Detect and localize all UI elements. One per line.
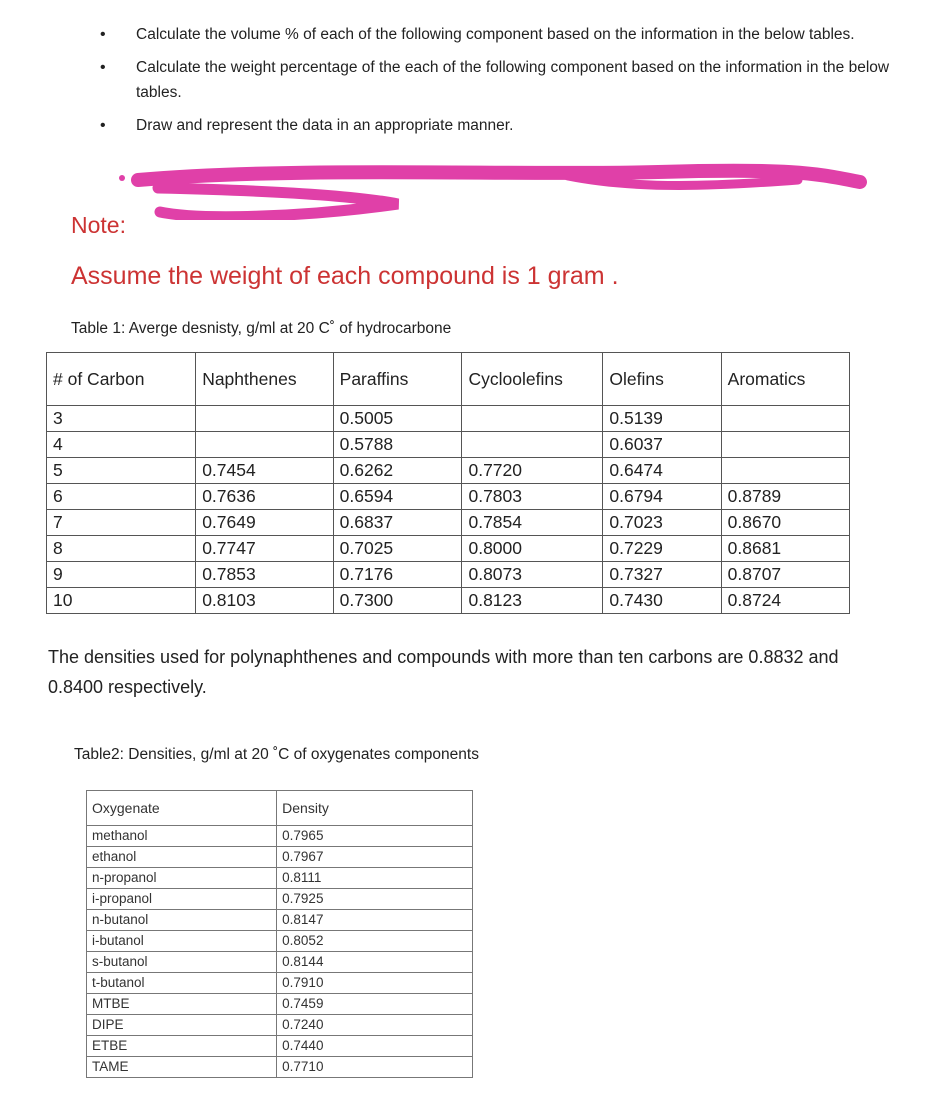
table-cell: 0.7910 <box>277 973 473 994</box>
note-title: Note: <box>71 212 126 238</box>
table-cell: 0.8111 <box>277 868 473 889</box>
table-cell: 0.7023 <box>603 510 721 536</box>
table-row <box>87 847 473 868</box>
table-cell: 0.6474 <box>603 458 721 484</box>
table-row <box>87 889 473 910</box>
table-row <box>87 826 473 847</box>
column-header: # of Carbon <box>47 353 196 406</box>
table-cell: 0.7176 <box>333 562 462 588</box>
table-cell: 0.7649 <box>196 510 333 536</box>
table-cell: 0.7025 <box>333 536 462 562</box>
table-header-row <box>87 791 473 826</box>
table-cell: 0.7240 <box>277 1015 473 1036</box>
table2-caption: Table2: Densities, g/ml at 20 ˚C of oxygenates components <box>74 746 479 763</box>
column-header: Olefins <box>603 353 721 406</box>
table-row <box>47 458 850 484</box>
table-cell: 0.8000 <box>462 536 603 562</box>
table-cell: 0.7430 <box>603 588 721 614</box>
table-cell: 8 <box>47 536 196 562</box>
column-header: Cycloolefins <box>462 353 603 406</box>
table-cell: 0.7925 <box>277 889 473 910</box>
table-row <box>87 868 473 889</box>
table-cell: ethanol <box>87 847 277 868</box>
table-cell: 0.8123 <box>462 588 603 614</box>
table-cell: 0.7720 <box>462 458 603 484</box>
note-text: Assume the weight of each compound is 1 gram . <box>71 262 619 290</box>
column-header: Aromatics <box>721 353 849 406</box>
table-cell: 0.7965 <box>277 826 473 847</box>
table-cell: 0.8052 <box>277 931 473 952</box>
instruction-item: • Calculate the weight percentage of the each of the following component based on the information in the below tables. <box>98 55 928 105</box>
table-row <box>47 406 850 432</box>
table-row <box>87 910 473 931</box>
table-cell: 0.6037 <box>603 432 721 458</box>
table-cell: 0.7327 <box>603 562 721 588</box>
table-cell <box>721 432 849 458</box>
oxygenate-density-table <box>86 790 473 1078</box>
table-cell: TAME <box>87 1057 277 1078</box>
table-cell: MTBE <box>87 994 277 1015</box>
table-cell: n-butanol <box>87 910 277 931</box>
table-row <box>47 588 850 614</box>
table-cell: s-butanol <box>87 952 277 973</box>
table-cell: 0.6594 <box>333 484 462 510</box>
table-row <box>87 1036 473 1057</box>
table-cell: 0.7803 <box>462 484 603 510</box>
table-cell: 0.8103 <box>196 588 333 614</box>
table-cell: 6 <box>47 484 196 510</box>
column-header: Paraffins <box>333 353 462 406</box>
table-cell: i-propanol <box>87 889 277 910</box>
table-cell: 7 <box>47 510 196 536</box>
redaction-scribble <box>98 160 868 220</box>
table-cell: 0.8144 <box>277 952 473 973</box>
table-cell: 0.7454 <box>196 458 333 484</box>
table-cell: 3 <box>47 406 196 432</box>
table-cell: ETBE <box>87 1036 277 1057</box>
table-row <box>87 994 473 1015</box>
table-cell <box>721 458 849 484</box>
table-row <box>87 931 473 952</box>
table-row <box>47 562 850 588</box>
table-cell: 10 <box>47 588 196 614</box>
table-cell: 0.5005 <box>333 406 462 432</box>
table-cell: methanol <box>87 826 277 847</box>
table-cell: 0.7854 <box>462 510 603 536</box>
table-cell <box>462 406 603 432</box>
table-cell: 0.7853 <box>196 562 333 588</box>
table-row <box>47 536 850 562</box>
table-cell: 5 <box>47 458 196 484</box>
instruction-item: • Calculate the volume % of each of the following component based on the information in the below tables. <box>98 22 928 47</box>
table-cell: 0.7967 <box>277 847 473 868</box>
table-cell: 0.7440 <box>277 1036 473 1057</box>
table-row <box>87 1015 473 1036</box>
table-row <box>87 952 473 973</box>
table-cell: 0.8670 <box>721 510 849 536</box>
table-cell: 4 <box>47 432 196 458</box>
hydrocarbon-density-table <box>46 352 850 614</box>
table-cell: 0.7229 <box>603 536 721 562</box>
column-header: Oxygenate <box>87 791 277 826</box>
table-row <box>47 432 850 458</box>
table-cell: 0.6262 <box>333 458 462 484</box>
table-cell <box>196 432 333 458</box>
table1-caption: Table 1: Averge desnisty, g/ml at 20 C˚ of hydrocarbone <box>71 320 452 337</box>
table-cell: 0.8724 <box>721 588 849 614</box>
table-header-row <box>47 353 850 406</box>
table-cell: 0.7710 <box>277 1057 473 1078</box>
table-cell: 9 <box>47 562 196 588</box>
instruction-item: • Draw and represent the data in an appropriate manner. <box>98 113 928 138</box>
table-cell: 0.8147 <box>277 910 473 931</box>
table-cell: 0.8707 <box>721 562 849 588</box>
instruction-list <box>98 22 928 146</box>
table-row <box>47 484 850 510</box>
table-cell: 0.6794 <box>603 484 721 510</box>
table-cell: t-butanol <box>87 973 277 994</box>
table-cell: 0.7459 <box>277 994 473 1015</box>
table-cell: i-butanol <box>87 931 277 952</box>
table-cell: 0.8789 <box>721 484 849 510</box>
table-cell: 0.5788 <box>333 432 462 458</box>
densities-note: The densities used for polynaphthenes and compounds with more than ten carbons are 0.8832 and 0.8400 respectively. <box>48 647 839 697</box>
table-cell: 0.8073 <box>462 562 603 588</box>
table-cell: n-propanol <box>87 868 277 889</box>
column-header: Naphthenes <box>196 353 333 406</box>
table-row <box>47 510 850 536</box>
table-cell: 0.7747 <box>196 536 333 562</box>
table-cell: 0.6837 <box>333 510 462 536</box>
table-cell: 0.7636 <box>196 484 333 510</box>
table-cell <box>462 432 603 458</box>
table-cell: 0.7300 <box>333 588 462 614</box>
column-header: Density <box>277 791 473 826</box>
table-row <box>87 973 473 994</box>
table-cell: 0.5139 <box>603 406 721 432</box>
table-cell <box>721 406 849 432</box>
table-cell: 0.8681 <box>721 536 849 562</box>
table-cell: DIPE <box>87 1015 277 1036</box>
table-cell <box>196 406 333 432</box>
table-row <box>87 1057 473 1078</box>
